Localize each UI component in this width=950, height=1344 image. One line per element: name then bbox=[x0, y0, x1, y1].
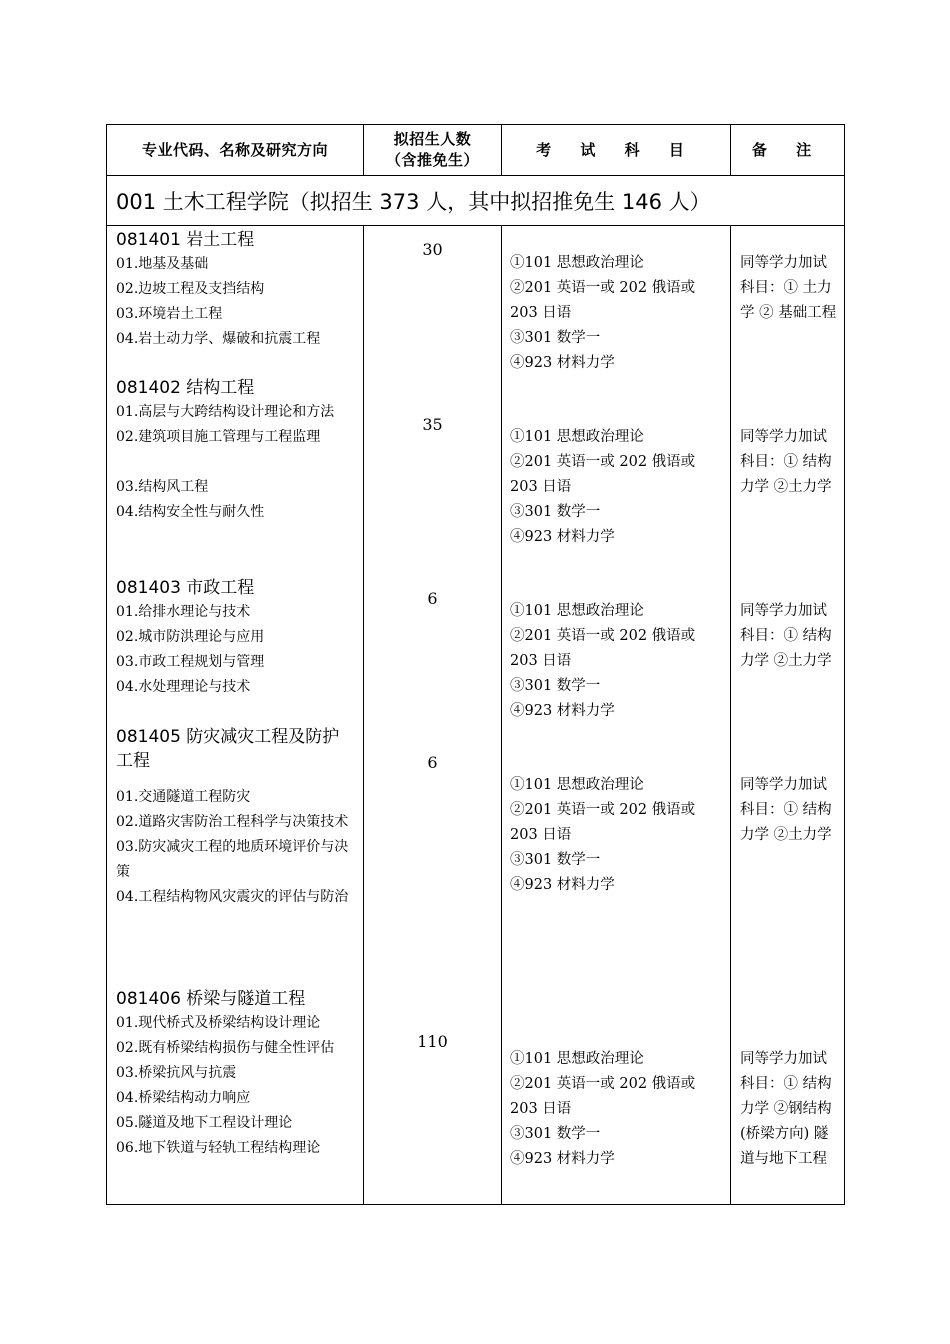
college-row bbox=[107, 176, 845, 226]
exam-list bbox=[502, 251, 725, 376]
exam-subject: ①101 思想政治理论 bbox=[510, 1051, 644, 1067]
exam-list bbox=[502, 425, 725, 550]
direction: 02.既有桥梁结构损伤与健全性评估 bbox=[116, 1040, 335, 1056]
enroll-count: 6 bbox=[427, 589, 438, 608]
direction: 05.隧道及地下工程设计理论 bbox=[116, 1115, 293, 1131]
exam-list bbox=[502, 773, 725, 898]
header-notes: 备 注 bbox=[731, 125, 845, 176]
major-name: 081401 岩土工程 bbox=[116, 230, 255, 250]
exam-subject: ②201 英语一或 202 俄语或 203 日语 bbox=[510, 1076, 696, 1117]
exam-subject: ③301 数学一 bbox=[510, 678, 601, 694]
exam-subject: ①101 思想政治理论 bbox=[510, 777, 644, 793]
exam-subject: ①101 思想政治理论 bbox=[510, 429, 644, 445]
note: 同等学力加试科目：① 土力学 ② 基础工程 bbox=[740, 255, 837, 321]
majors-cell bbox=[107, 226, 364, 1205]
enroll-count: 30 bbox=[422, 240, 443, 259]
header-exams: 考 试 科 目 bbox=[502, 125, 731, 176]
exam-subject: ④923 材料力学 bbox=[510, 703, 615, 719]
exam-subject: ②201 英语一或 202 俄语或 203 日语 bbox=[510, 454, 696, 495]
exam-subject: ④923 材料力学 bbox=[510, 1151, 615, 1167]
enroll-count: 6 bbox=[427, 753, 438, 772]
direction: 01.给排水理论与技术 bbox=[116, 604, 251, 620]
exam-subject: ③301 数学一 bbox=[510, 852, 601, 868]
direction: 03.环境岩土工程 bbox=[116, 306, 223, 322]
note: 同等学力加试科目：① 结构力学 ②土力学 bbox=[740, 603, 832, 669]
exam-subject: ③301 数学一 bbox=[510, 1126, 601, 1142]
direction: 03.防灾减灾工程的地质环境评价与决策 bbox=[116, 839, 349, 880]
exam-list bbox=[502, 1047, 725, 1172]
exams-cell bbox=[502, 226, 731, 1205]
notes-cell bbox=[731, 226, 845, 1205]
enroll-count: 110 bbox=[417, 1032, 448, 1051]
major-name: 081405 防灾减灾工程及防护工程 bbox=[116, 727, 340, 771]
direction: 02.城市防洪理论与应用 bbox=[116, 629, 265, 645]
direction: 03.桥梁抗风与抗震 bbox=[116, 1065, 237, 1081]
note: 同等学力加试科目：① 结构力学 ②土力学 bbox=[740, 429, 832, 495]
direction: 02.道路灾害防治工程科学与决策技术 bbox=[116, 814, 349, 830]
header-count: 拟招生人数 （含推免生） bbox=[364, 125, 502, 176]
major-name: 081403 市政工程 bbox=[116, 578, 255, 598]
major-block bbox=[107, 985, 364, 1161]
direction: 04.桥梁结构动力响应 bbox=[116, 1090, 251, 1106]
header-row bbox=[107, 125, 845, 176]
direction: 04.结构安全性与耐久性 bbox=[116, 504, 265, 520]
direction: 01.交通隧道工程防灾 bbox=[116, 789, 251, 805]
enroll-count: 35 bbox=[422, 415, 443, 434]
direction: 02.边坡工程及支挡结构 bbox=[116, 281, 265, 297]
direction: 01.现代桥式及桥梁结构设计理论 bbox=[116, 1015, 321, 1031]
major-block bbox=[107, 723, 364, 910]
direction: 01.地基及基础 bbox=[116, 256, 209, 272]
major-block bbox=[107, 226, 328, 352]
exam-subject: ③301 数学一 bbox=[510, 330, 601, 346]
major-name: 081406 桥梁与隧道工程 bbox=[116, 989, 306, 1009]
header-major: 专业代码、名称及研究方向 bbox=[107, 125, 364, 176]
exam-subject: ②201 英语一或 202 俄语或 203 日语 bbox=[510, 802, 696, 843]
direction: 04.岩土动力学、爆破和抗震工程 bbox=[116, 331, 321, 347]
exam-subject: ③301 数学一 bbox=[510, 504, 601, 520]
direction: 01.高层与大跨结构设计理论和方法 bbox=[116, 404, 335, 420]
college-title: 001 土木工程学院（拟招生 373 人，其中拟招推免生 146 人） bbox=[107, 176, 845, 226]
major-name: 081402 结构工程 bbox=[116, 378, 255, 398]
exam-subject: ①101 思想政治理论 bbox=[510, 255, 644, 271]
exam-subject: ②201 英语一或 202 俄语或 203 日语 bbox=[510, 280, 696, 321]
exam-subject: ②201 英语一或 202 俄语或 203 日语 bbox=[510, 628, 696, 669]
exam-subject: ④923 材料力学 bbox=[510, 355, 615, 371]
exam-subject: ①101 思想政治理论 bbox=[510, 603, 644, 619]
major-block bbox=[107, 574, 272, 700]
direction: 03.市政工程规划与管理 bbox=[116, 654, 265, 670]
majors-row bbox=[107, 226, 845, 1205]
major-block bbox=[107, 374, 364, 525]
counts-cell bbox=[364, 226, 502, 1205]
direction: 04.水处理理论与技术 bbox=[116, 679, 251, 695]
exam-subject: ④923 材料力学 bbox=[510, 877, 615, 893]
exam-subject: ④923 材料力学 bbox=[510, 529, 615, 545]
note: 同等学力加试科目：① 结构力学 ②钢结构(桥梁方向) 隧道与地下工程 bbox=[740, 1051, 832, 1167]
direction: 03.结构风工程 bbox=[116, 479, 209, 495]
direction: 02.建筑项目施工管理与工程监理 bbox=[116, 429, 321, 445]
direction: 06.地下铁道与轻轨工程结构理论 bbox=[116, 1140, 321, 1156]
direction: 04.工程结构物风灾震灾的评估与防治 bbox=[116, 889, 349, 905]
note: 同等学力加试科目：① 结构力学 ②土力学 bbox=[740, 777, 832, 843]
exam-list bbox=[502, 599, 725, 724]
enrollment-table bbox=[106, 124, 845, 1205]
